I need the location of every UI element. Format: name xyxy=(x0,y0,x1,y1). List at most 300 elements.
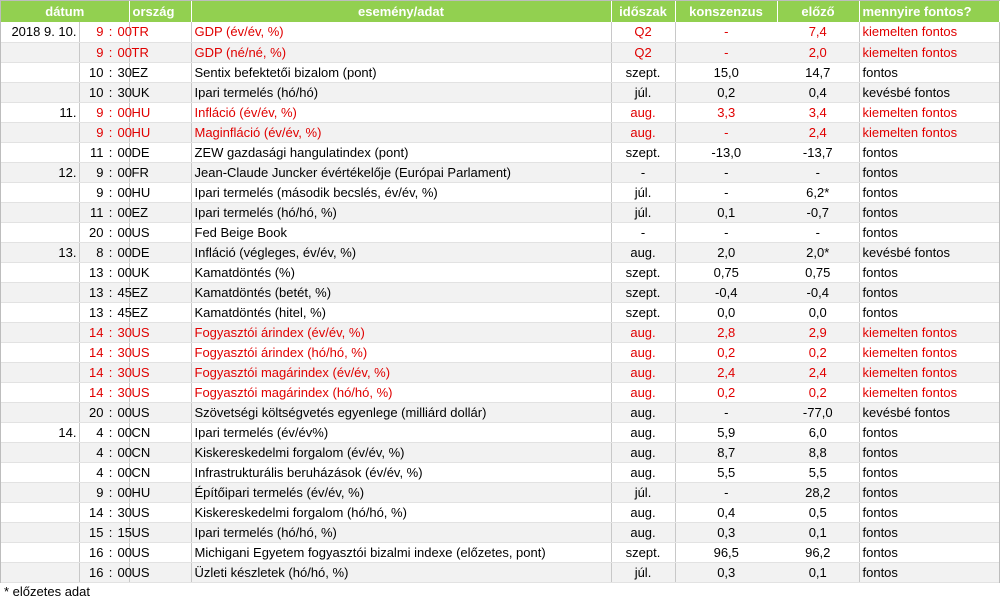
time-cell xyxy=(79,22,132,42)
date-cell: 14. xyxy=(1,422,79,442)
time-cell xyxy=(79,222,132,242)
time-separator: : xyxy=(108,184,113,200)
table-row xyxy=(1,562,999,582)
table-row xyxy=(1,162,999,182)
event-cell: Építőipari termelés (év/év, %) xyxy=(191,482,611,502)
table-row xyxy=(1,182,999,202)
time-minute: 30 xyxy=(117,504,132,520)
time-hour: 15 xyxy=(89,524,104,540)
time-separator: : xyxy=(108,264,113,280)
time-hour: 14 xyxy=(89,324,104,340)
importance-cell: fontos xyxy=(859,462,999,482)
date-cell xyxy=(1,482,79,502)
period-cell: aug. xyxy=(611,242,675,262)
consensus-cell: - xyxy=(675,162,777,182)
event-cell: Sentix befektetői bizalom (pont) xyxy=(191,62,611,82)
period-cell: - xyxy=(611,162,675,182)
time-hour: 16 xyxy=(89,544,104,560)
importance-cell: kiemelten fontos xyxy=(859,122,999,142)
importance-cell: kiemelten fontos xyxy=(859,22,999,42)
previous-cell: 0,5 xyxy=(777,502,859,522)
previous-cell: 0,0 xyxy=(777,302,859,322)
previous-cell: 6,0 xyxy=(777,422,859,442)
time-cell xyxy=(79,562,132,582)
importance-cell: fontos xyxy=(859,542,999,562)
consensus-cell: 0,2 xyxy=(675,342,777,362)
event-cell: Kamatdöntés (%) xyxy=(191,262,611,282)
time-cell xyxy=(79,282,132,302)
time-cell xyxy=(79,482,132,502)
time-cell xyxy=(79,242,132,262)
time-separator: : xyxy=(108,44,113,60)
previous-cell: 5,5 xyxy=(777,462,859,482)
previous-cell: 6,2* xyxy=(777,182,859,202)
time-cell xyxy=(79,402,132,422)
table-row xyxy=(1,122,999,142)
importance-cell: fontos xyxy=(859,62,999,82)
time-hour: 14 xyxy=(89,344,104,360)
time-hour: 11 xyxy=(90,144,104,160)
event-cell: Szövetségi költségvetés egyenlege (milliárd dollár) xyxy=(191,402,611,422)
time-separator: : xyxy=(108,204,113,220)
time-cell xyxy=(79,542,132,562)
time-minute: 00 xyxy=(117,204,132,220)
time-separator: : xyxy=(108,324,113,340)
importance-cell: kiemelten fontos xyxy=(859,382,999,402)
time-cell xyxy=(79,62,132,82)
country-cell: US xyxy=(129,402,191,422)
time-hour: 4 xyxy=(96,424,104,440)
time-cell xyxy=(79,502,132,522)
time-cell xyxy=(79,122,132,142)
event-cell: Infrastrukturális beruházások (év/év, %) xyxy=(191,462,611,482)
time-cell xyxy=(79,382,132,402)
time-minute: 30 xyxy=(117,324,132,340)
time-separator: : xyxy=(108,424,113,440)
time-minute: 00 xyxy=(117,564,132,580)
event-cell: Ipari termelés (második becslés, év/év, %) xyxy=(191,182,611,202)
time-hour: 11 xyxy=(90,204,104,220)
country-cell: TR xyxy=(129,22,191,42)
consensus-cell: - xyxy=(675,42,777,62)
date-cell: 11. xyxy=(1,102,79,122)
time-minute: 00 xyxy=(117,444,132,460)
period-cell: aug. xyxy=(611,462,675,482)
consensus-cell: 0,0 xyxy=(675,302,777,322)
country-cell: DE xyxy=(129,242,191,262)
header-previous: előző xyxy=(777,1,859,22)
time-separator: : xyxy=(108,104,113,120)
time-cell xyxy=(79,162,132,182)
previous-cell: -13,7 xyxy=(777,142,859,162)
consensus-cell: 0,2 xyxy=(675,82,777,102)
country-cell: EZ xyxy=(129,62,191,82)
previous-cell: 0,2 xyxy=(777,382,859,402)
date-cell xyxy=(1,562,79,582)
importance-cell: fontos xyxy=(859,442,999,462)
period-cell: szept. xyxy=(611,142,675,162)
table-row xyxy=(1,222,999,242)
time-separator: : xyxy=(108,224,113,240)
previous-cell: - xyxy=(777,222,859,242)
consensus-cell: - xyxy=(675,482,777,502)
country-cell: US xyxy=(129,522,191,542)
time-cell xyxy=(79,82,132,102)
previous-cell: 0,1 xyxy=(777,522,859,542)
importance-cell: fontos xyxy=(859,142,999,162)
period-cell: Q2 xyxy=(611,42,675,62)
time-minute: 45 xyxy=(117,284,132,300)
consensus-cell: 2,0 xyxy=(675,242,777,262)
consensus-cell: - xyxy=(675,222,777,242)
table-row xyxy=(1,322,999,342)
time-separator: : xyxy=(108,344,113,360)
time-minute: 00 xyxy=(117,24,132,40)
previous-cell: 96,2 xyxy=(777,542,859,562)
previous-cell: 0,2 xyxy=(777,342,859,362)
table-row xyxy=(1,202,999,222)
country-cell: US xyxy=(129,542,191,562)
time-hour: 4 xyxy=(96,444,104,460)
time-separator: : xyxy=(108,564,113,580)
time-hour: 13 xyxy=(89,304,104,320)
importance-cell: fontos xyxy=(859,202,999,222)
country-cell: EZ xyxy=(129,202,191,222)
date-cell xyxy=(1,342,79,362)
date-cell xyxy=(1,442,79,462)
consensus-cell: - xyxy=(675,122,777,142)
time-separator: : xyxy=(108,304,113,320)
event-cell: Üzleti készletek (hó/hó, %) xyxy=(191,562,611,582)
table-row xyxy=(1,342,999,362)
time-hour: 14 xyxy=(89,384,104,400)
event-cell: Kamatdöntés (betét, %) xyxy=(191,282,611,302)
period-cell: júl. xyxy=(611,202,675,222)
time-cell xyxy=(79,442,132,462)
consensus-cell: 8,7 xyxy=(675,442,777,462)
consensus-cell: 5,5 xyxy=(675,462,777,482)
event-cell: Kamatdöntés (hitel, %) xyxy=(191,302,611,322)
table-row xyxy=(1,262,999,282)
time-minute: 30 xyxy=(117,64,132,80)
time-minute: 00 xyxy=(117,184,132,200)
period-cell: szept. xyxy=(611,282,675,302)
importance-cell: fontos xyxy=(859,162,999,182)
event-cell: Fogyasztói árindex (év/év, %) xyxy=(191,322,611,342)
previous-cell: 8,8 xyxy=(777,442,859,462)
table-row xyxy=(1,542,999,562)
table-row xyxy=(1,502,999,522)
table-row xyxy=(1,362,999,382)
date-cell xyxy=(1,142,79,162)
date-cell: 13. xyxy=(1,242,79,262)
importance-cell: fontos xyxy=(859,522,999,542)
time-hour: 20 xyxy=(89,404,104,420)
event-cell: Fogyasztói magárindex (hó/hó, %) xyxy=(191,382,611,402)
importance-cell: kevésbé fontos xyxy=(859,242,999,262)
date-cell xyxy=(1,382,79,402)
period-cell: szept. xyxy=(611,542,675,562)
time-separator: : xyxy=(108,524,113,540)
country-cell: US xyxy=(129,322,191,342)
header-period: időszak xyxy=(611,1,675,22)
previous-cell: -0,4 xyxy=(777,282,859,302)
time-hour: 9 xyxy=(96,164,104,180)
event-cell: Kiskereskedelmi forgalom (év/év, %) xyxy=(191,442,611,462)
table-row xyxy=(1,402,999,422)
table-row xyxy=(1,42,999,62)
period-cell: aug. xyxy=(611,362,675,382)
consensus-cell: 0,2 xyxy=(675,382,777,402)
previous-cell: - xyxy=(777,162,859,182)
time-separator: : xyxy=(108,64,113,80)
period-cell: aug. xyxy=(611,442,675,462)
time-cell xyxy=(79,202,132,222)
importance-cell: kevésbé fontos xyxy=(859,82,999,102)
time-hour: 13 xyxy=(89,284,104,300)
country-cell: DE xyxy=(129,142,191,162)
period-cell: aug. xyxy=(611,402,675,422)
time-separator: : xyxy=(108,464,113,480)
time-hour: 16 xyxy=(89,564,104,580)
time-minute: 00 xyxy=(117,104,132,120)
consensus-cell: 0,3 xyxy=(675,562,777,582)
table-row xyxy=(1,142,999,162)
period-cell: júl. xyxy=(611,182,675,202)
table-row xyxy=(1,382,999,402)
previous-cell: 3,4 xyxy=(777,102,859,122)
time-separator: : xyxy=(108,484,113,500)
table-row xyxy=(1,302,999,322)
time-cell xyxy=(79,422,132,442)
period-cell: aug. xyxy=(611,422,675,442)
previous-cell: -0,7 xyxy=(777,202,859,222)
country-cell: US xyxy=(129,222,191,242)
table-row xyxy=(1,522,999,542)
country-cell: US xyxy=(129,562,191,582)
country-cell: US xyxy=(129,382,191,402)
calendar-table xyxy=(1,1,1000,583)
period-cell: aug. xyxy=(611,122,675,142)
table-row xyxy=(1,442,999,462)
country-cell: HU xyxy=(129,102,191,122)
importance-cell: fontos xyxy=(859,182,999,202)
event-cell: Jean-Claude Juncker évértékelője (Európai Parlament) xyxy=(191,162,611,182)
date-cell xyxy=(1,462,79,482)
time-minute: 00 xyxy=(117,264,132,280)
time-minute: 00 xyxy=(117,484,132,500)
footnote: * előzetes adat xyxy=(4,584,91,599)
date-cell xyxy=(1,222,79,242)
header-row xyxy=(1,1,999,22)
date-cell xyxy=(1,522,79,542)
previous-cell: 7,4 xyxy=(777,22,859,42)
table-row xyxy=(1,462,999,482)
event-cell: Infláció (végleges, év/év, %) xyxy=(191,242,611,262)
time-hour: 9 xyxy=(96,484,104,500)
time-minute: 30 xyxy=(117,364,132,380)
date-cell: 12. xyxy=(1,162,79,182)
event-cell: Maginfláció (év/év, %) xyxy=(191,122,611,142)
previous-cell: 2,4 xyxy=(777,122,859,142)
table-row xyxy=(1,102,999,122)
event-cell: GDP (év/év, %) xyxy=(191,22,611,42)
consensus-cell: -13,0 xyxy=(675,142,777,162)
event-cell: Fogyasztói magárindex (év/év, %) xyxy=(191,362,611,382)
country-cell: CN xyxy=(129,422,191,442)
header-date: dátum xyxy=(1,1,129,22)
previous-cell: 2,9 xyxy=(777,322,859,342)
time-hour: 10 xyxy=(89,84,104,100)
date-cell xyxy=(1,182,79,202)
event-cell: Kiskereskedelmi forgalom (hó/hó, %) xyxy=(191,502,611,522)
period-cell: szept. xyxy=(611,262,675,282)
previous-cell: 2,0 xyxy=(777,42,859,62)
time-cell xyxy=(79,342,132,362)
event-cell: ZEW gazdasági hangulatindex (pont) xyxy=(191,142,611,162)
time-cell xyxy=(79,142,132,162)
date-cell xyxy=(1,282,79,302)
consensus-cell: - xyxy=(675,402,777,422)
time-separator: : xyxy=(108,404,113,420)
period-cell: aug. xyxy=(611,102,675,122)
time-hour: 20 xyxy=(89,224,104,240)
country-cell: UK xyxy=(129,262,191,282)
importance-cell: fontos xyxy=(859,302,999,322)
date-cell xyxy=(1,302,79,322)
date-cell xyxy=(1,82,79,102)
time-minute: 00 xyxy=(117,224,132,240)
previous-cell: 0,4 xyxy=(777,82,859,102)
event-cell: Fogyasztói árindex (hó/hó, %) xyxy=(191,342,611,362)
time-minute: 00 xyxy=(117,464,132,480)
date-cell xyxy=(1,202,79,222)
consensus-cell: - xyxy=(675,182,777,202)
consensus-cell: 3,3 xyxy=(675,102,777,122)
table-row xyxy=(1,82,999,102)
date-cell xyxy=(1,322,79,342)
time-hour: 4 xyxy=(96,464,104,480)
table-row xyxy=(1,282,999,302)
time-minute: 00 xyxy=(117,544,132,560)
date-cell xyxy=(1,122,79,142)
consensus-cell: 15,0 xyxy=(675,62,777,82)
time-hour: 14 xyxy=(89,364,104,380)
time-minute: 00 xyxy=(117,424,132,440)
importance-cell: kevésbé fontos xyxy=(859,402,999,422)
consensus-cell: 2,8 xyxy=(675,322,777,342)
country-cell: US xyxy=(129,342,191,362)
country-cell: US xyxy=(129,362,191,382)
time-hour: 9 xyxy=(96,184,104,200)
period-cell: aug. xyxy=(611,522,675,542)
time-hour: 9 xyxy=(96,44,104,60)
date-cell xyxy=(1,42,79,62)
event-cell: GDP (né/né, %) xyxy=(191,42,611,62)
time-separator: : xyxy=(108,384,113,400)
event-cell: Ipari termelés (év/év%) xyxy=(191,422,611,442)
time-hour: 10 xyxy=(89,64,104,80)
country-cell: CN xyxy=(129,442,191,462)
time-minute: 30 xyxy=(117,384,132,400)
time-separator: : xyxy=(108,164,113,180)
period-cell: aug. xyxy=(611,382,675,402)
previous-cell: 2,0* xyxy=(777,242,859,262)
previous-cell: 14,7 xyxy=(777,62,859,82)
period-cell: júl. xyxy=(611,82,675,102)
country-cell: UK xyxy=(129,82,191,102)
consensus-cell: 0,3 xyxy=(675,522,777,542)
table-row xyxy=(1,482,999,502)
time-minute: 00 xyxy=(117,164,132,180)
table-row xyxy=(1,22,999,42)
country-cell: EZ xyxy=(129,302,191,322)
time-separator: : xyxy=(108,364,113,380)
consensus-cell: 5,9 xyxy=(675,422,777,442)
consensus-cell: 2,4 xyxy=(675,362,777,382)
period-cell: júl. xyxy=(611,562,675,582)
period-cell: aug. xyxy=(611,502,675,522)
importance-cell: kiemelten fontos xyxy=(859,362,999,382)
time-separator: : xyxy=(108,84,113,100)
period-cell: júl. xyxy=(611,482,675,502)
time-cell xyxy=(79,322,132,342)
event-cell: Ipari termelés (hó/hó, %) xyxy=(191,522,611,542)
time-separator: : xyxy=(108,444,113,460)
table-row xyxy=(1,62,999,82)
country-cell: TR xyxy=(129,42,191,62)
consensus-cell: - xyxy=(675,22,777,42)
time-separator: : xyxy=(108,124,113,140)
time-minute: 30 xyxy=(117,84,132,100)
period-cell: aug. xyxy=(611,322,675,342)
country-cell: HU xyxy=(129,122,191,142)
table-row xyxy=(1,242,999,262)
time-cell xyxy=(79,522,132,542)
country-cell: US xyxy=(129,502,191,522)
time-minute: 00 xyxy=(117,44,132,60)
table-body xyxy=(1,22,999,582)
consensus-cell: 0,1 xyxy=(675,202,777,222)
importance-cell: fontos xyxy=(859,562,999,582)
previous-cell: 0,1 xyxy=(777,562,859,582)
event-cell: Ipari termelés (hó/hó) xyxy=(191,82,611,102)
country-cell: HU xyxy=(129,482,191,502)
period-cell: Q2 xyxy=(611,22,675,42)
importance-cell: kiemelten fontos xyxy=(859,322,999,342)
time-minute: 45 xyxy=(117,304,132,320)
importance-cell: fontos xyxy=(859,482,999,502)
period-cell: - xyxy=(611,222,675,242)
time-separator: : xyxy=(108,24,113,40)
consensus-cell: 0,4 xyxy=(675,502,777,522)
time-minute: 00 xyxy=(117,404,132,420)
date-cell xyxy=(1,262,79,282)
period-cell: aug. xyxy=(611,342,675,362)
time-separator: : xyxy=(108,244,113,260)
header-event: esemény/adat xyxy=(191,1,611,22)
importance-cell: kiemelten fontos xyxy=(859,342,999,362)
importance-cell: fontos xyxy=(859,222,999,242)
header-consensus: konszenzus xyxy=(675,1,777,22)
time-hour: 9 xyxy=(96,104,104,120)
date-cell xyxy=(1,502,79,522)
time-cell xyxy=(79,302,132,322)
time-minute: 00 xyxy=(117,144,132,160)
previous-cell: -77,0 xyxy=(777,402,859,422)
time-cell xyxy=(79,42,132,62)
header-country: ország xyxy=(129,1,191,22)
